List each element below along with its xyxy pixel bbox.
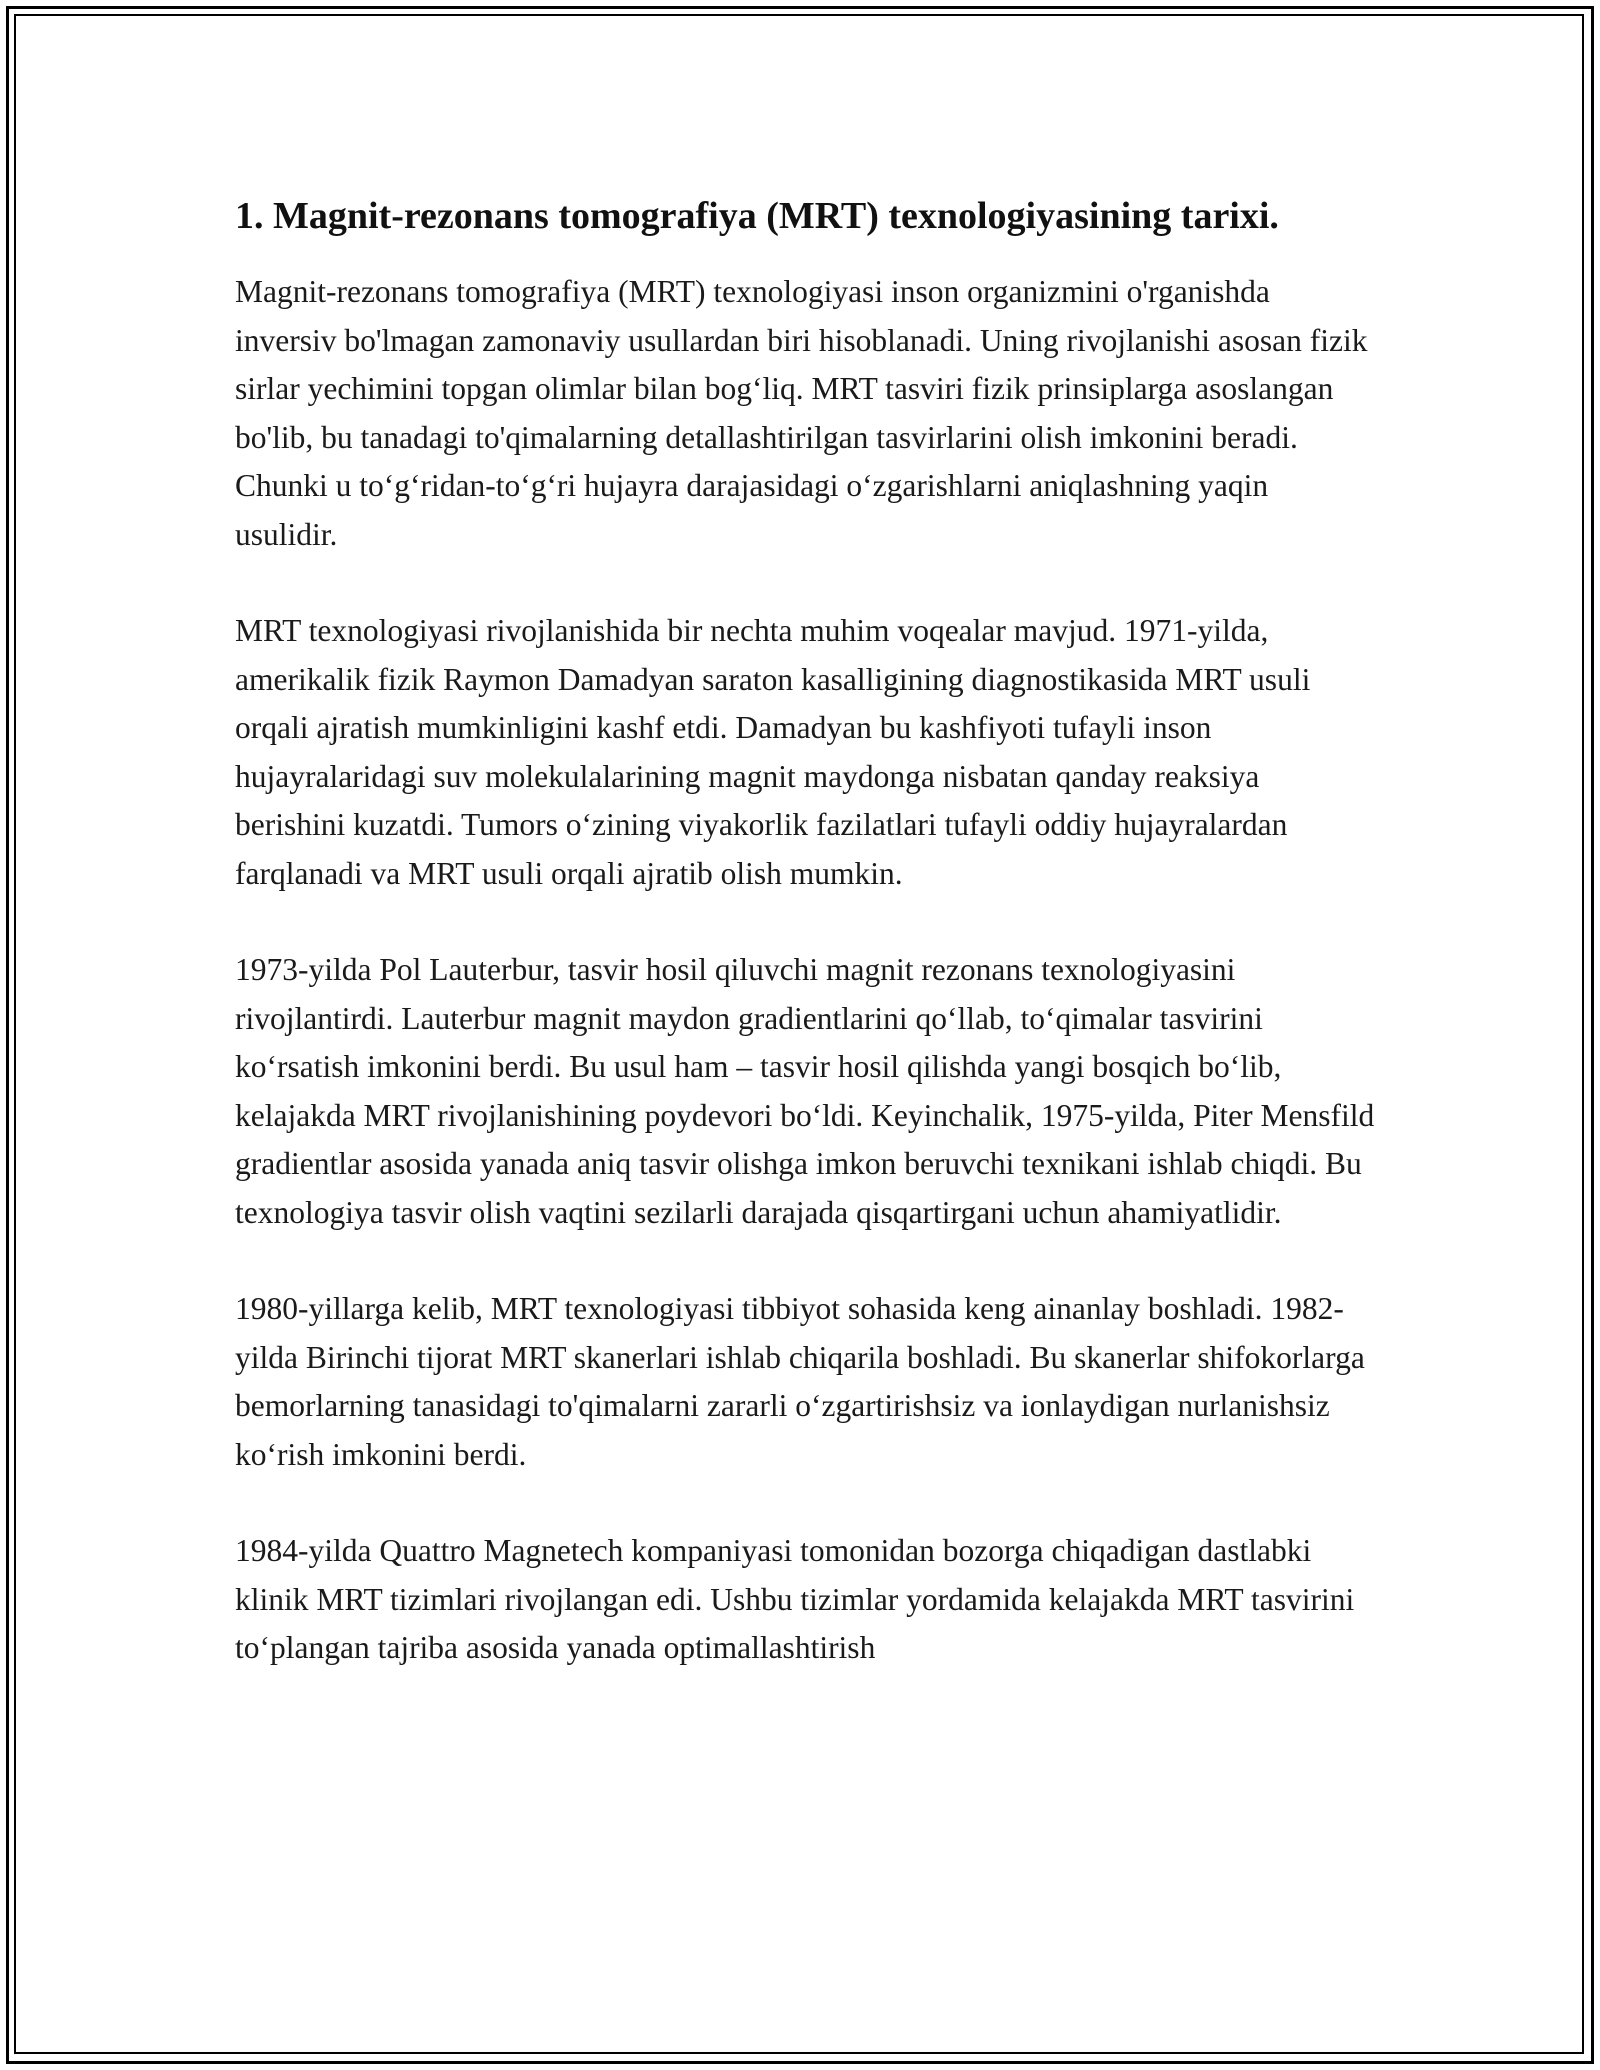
- paragraph-damadyan: MRT texnologiyasi rivojlanishida bir nechta muhim voqealar mavjud. 1971-yilda, amerikalik fizik Raymon Damadyan saraton kasalligining diagnostikasida MRT usuli orqali ajratish mumkinligini kashf etdi. Damadyan bu kashfiyoti tufayli inson hujayralaridagi suv molekulalarining magnit maydonga nisbatan qanday reaksiya berishini kuzatdi. Tumors o‘zining viyakorlik fazilatlari tufayli oddiy hujayralardan farqlanadi va MRT usuli orqali ajratib olish mumkin.: [235, 613, 1311, 891]
- paragraph-1984: 1984-yilda Quattro Magnetech kompaniyasi tomonidan bozorga chiqadigan dastlabki klinik MRT tizimlari rivojlangan edi. Ushbu tizimlar yordamida kelajakda MRT tasvirini to‘plangan tajriba asosida yanada optimallashtirish: [235, 1533, 1355, 1665]
- paragraph-intro: Magnit-rezonans tomografiya (MRT) texnologiyasi inson organizmini o'rganishda inversiv bo'lmagan zamonaviy usullardan biri hisoblanadi. Uning rivojlanishi asosan fizik sirlar yechimini topgan olimlar bilan bog‘liq. MRT tasviri fizik prinsiplarga asoslangan bo'lib, bu tanadagi to'qimalarning detallashtirilgan tasvirlarini olish imkonini beradi. Chunki u to‘g‘ridan-to‘g‘ri hujayra darajasidagi o‘zgarishlarni aniqlashning yaqin usulidir.: [235, 274, 1368, 552]
- paragraph-lauterbur: 1973-yilda Pol Lauterbur, tasvir hosil qiluvchi magnit rezonans texnologiyasini rivojlantirdi. Lauterbur magnit maydon gradientlarini qo‘llab, to‘qimalar tasvirini ko‘rsatish imkonini berdi. Bu usul ham – tasvir hosil qilishda yangi bosqich bo‘lib, kelajakda MRT rivojlanishining poydevori bo‘ldi. Keyinchalik, 1975-yilda, Piter Mensfild gradientlar asosida yanada aniq tasvir olishga imkon beruvchi texnikani ishlab chiqdi. Bu texnologiya tasvir olish vaqtini sezilarli darajada qisqartirgani uchun ahamiyatlidir.: [235, 952, 1375, 1230]
- section-heading: 1. Magnit-rezonans tomografiya (MRT) texnologiyasining tarixi.: [235, 195, 1279, 237]
- document-body: [235, 188, 1375, 1721]
- paragraph-1980s: 1980-yillarga kelib, MRT texnologiyasi tibbiyot sohasida keng ainanlay boshladi. 1982-yilda Birinchi tijorat MRT skanerlari ishlab chiqarila boshladi. Bu skanerlar shifokorlarga bemorlarning tanasidagi to'qimalarni zararli o‘zgartirishsiz va ionlaydigan nurlanishsiz ko‘rish imkonini berdi.: [235, 1291, 1365, 1472]
